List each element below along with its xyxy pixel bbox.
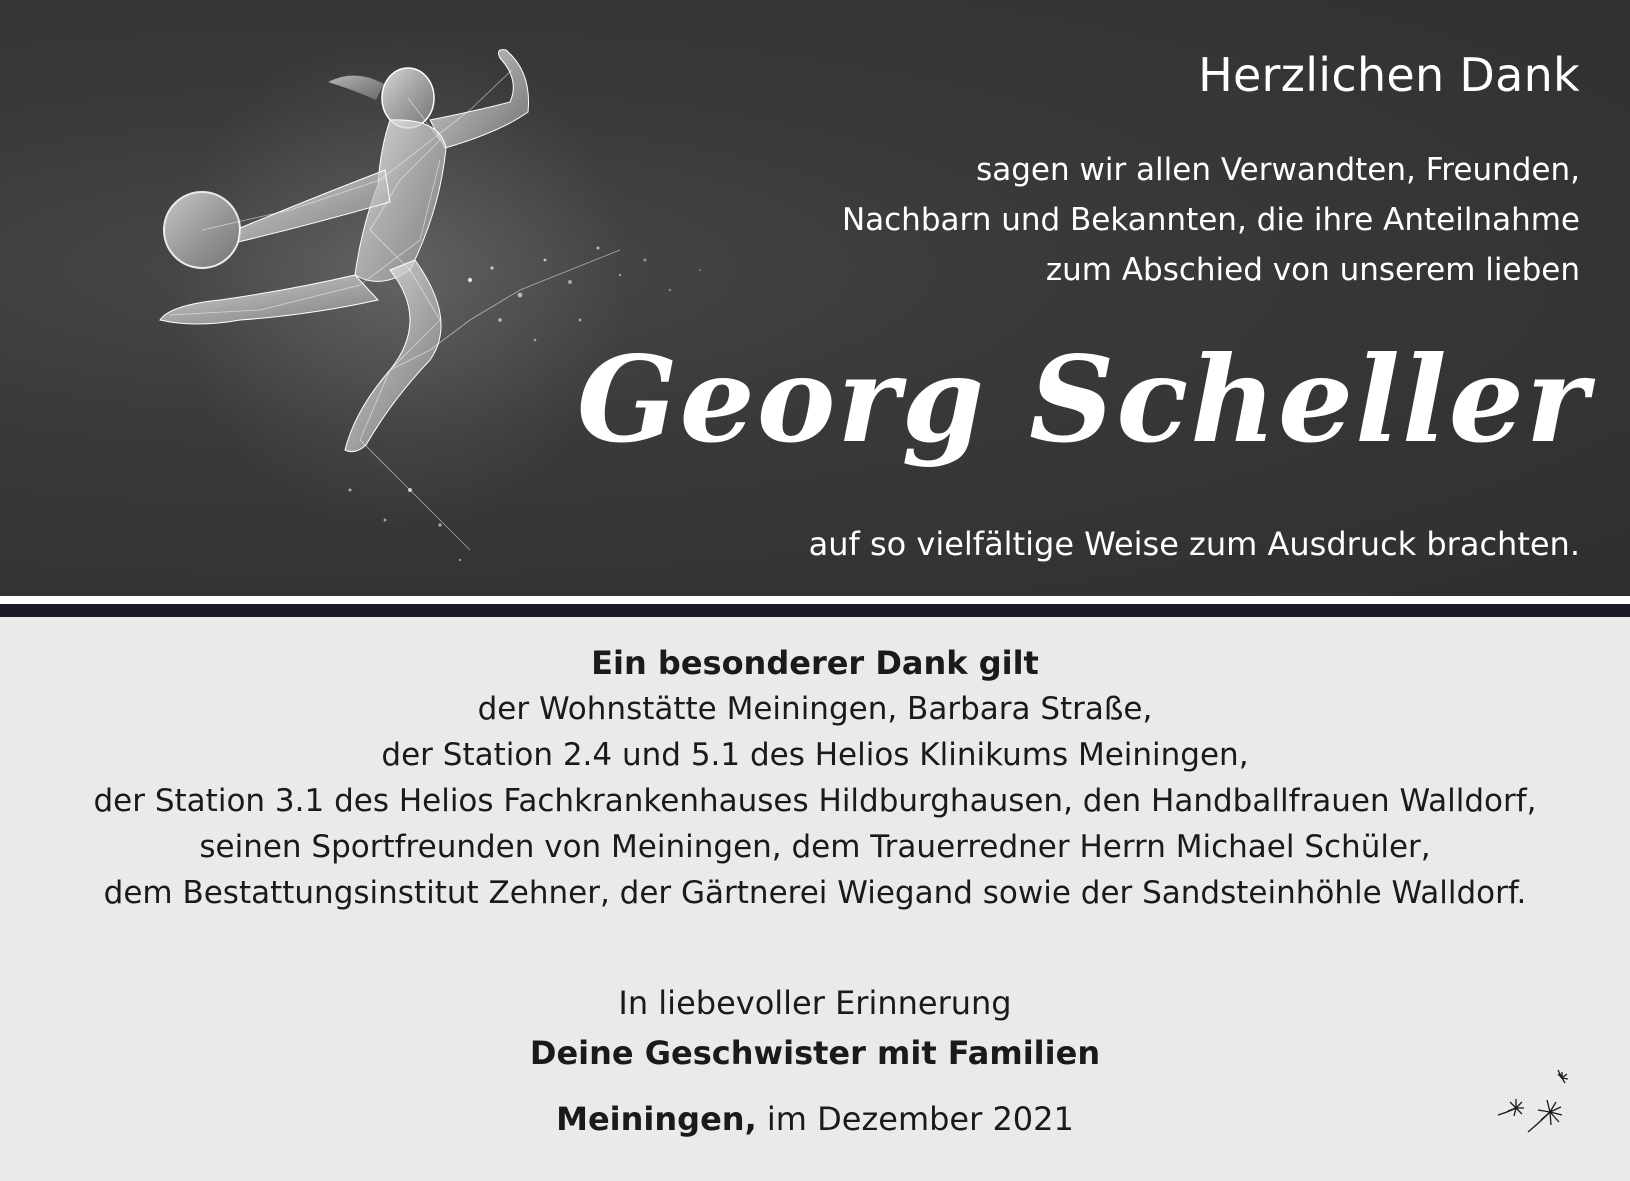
special-thanks-line: seinen Sportfreunden von Meiningen, dem Trauerredner Herrn Michael Schüler, (199, 829, 1431, 865)
special-thanks-line: dem Bestattungsinstitut Zehner, der Gärtnerei Wiegand sowie der Sandsteinhöhle Walldorf. (103, 875, 1527, 911)
divider-light (0, 596, 1630, 604)
special-thanks-title: Ein besonderer Dank gilt (591, 644, 1039, 682)
thanks-line: Nachbarn und Bekannten, die ihre Anteilnahme (841, 202, 1580, 238)
special-thanks (0, 640, 1630, 916)
place-date (0, 1100, 1630, 1138)
memorial-signature: Deine Geschwister mit Familien (529, 1034, 1101, 1072)
deceased-name: Georg Scheller (576, 330, 1590, 469)
handball-player-icon (140, 20, 740, 580)
thanks-line: sagen wir allen Verwandten, Freunden, (976, 152, 1580, 188)
special-thanks-line: der Wohnstätte Meiningen, Barbara Straße, (477, 691, 1153, 727)
place-date-text: im Dezember 2021 (766, 1100, 1074, 1138)
memorial-line: In liebevoller Erinnerung (618, 984, 1012, 1022)
thanks-closing: auf so vielfältige Weise zum Ausdruck brachten. (808, 525, 1580, 563)
memorial-block (0, 978, 1630, 1078)
special-thanks-line: der Station 2.4 und 5.1 des Helios Klinikums Meiningen, (381, 737, 1249, 773)
divider-dark (0, 604, 1630, 617)
place-city: Meiningen, (556, 1100, 757, 1138)
dandelion-seeds-icon (1488, 1060, 1588, 1140)
thanks-heading: Herzlichen Dank (1198, 48, 1580, 102)
special-thanks-line: der Station 3.1 des Helios Fachkrankenhauses Hildburghausen, den Handballfrauen Walldorf, (93, 783, 1537, 819)
thanks-intro (842, 145, 1580, 295)
thanks-line: zum Abschied von unserem lieben (1045, 252, 1580, 288)
